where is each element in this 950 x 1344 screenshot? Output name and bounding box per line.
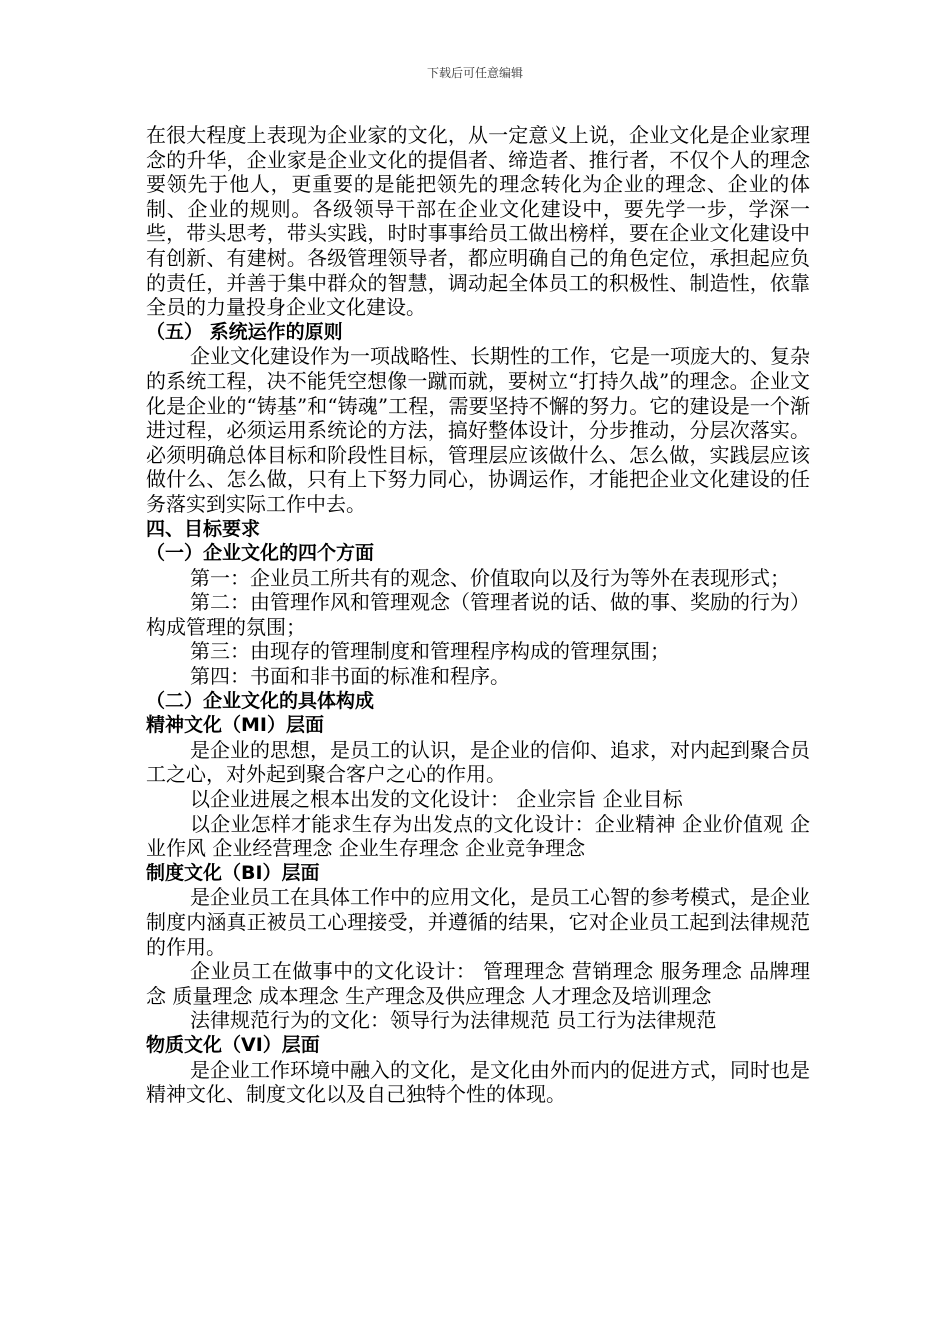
document-body <box>146 123 810 1107</box>
heading-goals: 四、目标要求 <box>146 517 261 540</box>
aspect-item-2: 第二：由管理作风和管理观念（管理者说的话、做的事、奖励的行为）构成管理的氛围； <box>146 590 810 639</box>
heading-system-principle: （五） 系统运作的原则 <box>146 320 343 343</box>
heading-vi-layer: 物质文化（VI）层面 <box>146 1033 320 1056</box>
paragraph-system-principle: 企业文化建设作为一项战略性、长期性的工作，它是一项庞大的、复杂的系统工程，决不能凭空想像一蹴而就，要树立“打持久战”的理念。企业文化是企业的“铸基”和“铸魂”工程，需要坚持不懈的努力。它的建设是一个渐进过程，必须运用系统论的方法，搞好整体设计，分步推动，分层次落实。必须明确总体目标和阶段性目标，管理层应该做什么、怎么做，实践层应该做什么、怎么做，只有上下努力同心，协调运作，才能把企业文化建设的任务落实到实际工作中去。 <box>146 344 810 516</box>
aspect-item-1: 第一：企业员工所共有的观念、价值取向以及行为等外在表现形式； <box>190 565 790 590</box>
heading-four-aspects: （一）企业文化的四个方面 <box>146 542 375 565</box>
aspect-item-4: 第四：书面和非书面的标准和程序。 <box>190 664 510 689</box>
paragraph-bi-design-1: 企业员工在做事中的文化设计： 管理理念 营销理念 服务理念 品牌理念 质量理念 成本理念 生产理念及供应理念 人才理念及培训理念 <box>146 959 810 1008</box>
paragraph-mi-design-1: 以企业进展之根本出发的文化设计： 企业宗旨 企业目标 <box>190 787 683 812</box>
heading-bi-layer: 制度文化（BI）层面 <box>146 861 320 884</box>
paragraph-vi-desc: 是企业工作环境中融入的文化，是文化由外而内的促进方式，同时也是精神文化、制度文化以及自己独特个性的体现。 <box>146 1057 810 1107</box>
heading-mi-layer: 精神文化（MI）层面 <box>146 714 324 737</box>
paragraph-mi-design-2: 以企业怎样才能求生存为出发点的文化设计：企业精神 企业价值观 企业作风 企业经营理念 企业生存理念 企业竞争理念 <box>146 811 810 861</box>
heading-composition: （二）企业文化的具体构成 <box>146 689 375 712</box>
paragraph-mi-desc: 是企业的思想，是员工的认识，是企业的信仰、追求，对内起到聚合员工之心，对外起到聚合客户之心的作用。 <box>146 737 810 787</box>
paragraph-bi-desc: 是企业员工在具体工作中的应用文化，是员工心智的参考模式，是企业制度内涵真正被员工心理接受，并遵循的结果，它对企业员工起到法律规范的作用。 <box>146 885 810 959</box>
aspect-item-3: 第三：由现存的管理制度和管理程序构成的管理氛围； <box>190 639 670 664</box>
page-header: 下载后可任意编辑 <box>426 66 523 80</box>
paragraph-leadership: 在很大程度上表现为企业家的文化，从一定意义上说，企业文化是企业家理念的升华，企业家是企业文化的提倡者、缔造者、推行者，不仅个人的理念要领先于他人，更重要的是能把领先的理念转化为企业的理念、企业的体制、企业的规则。各级领导干部在企业文化建设中，要先学一步，学深一些，带头思考，带头实践，时时事事给员工做出榜样，要在企业文化建设中有创新、有建树。各级管理领导者，都应明确自己的角色定位，承担起应负的责任，并善于集中群众的智慧，调动起全体员工的积极性、制造性，依靠全员的力量投身企业文化建设。 <box>146 123 810 320</box>
paragraph-bi-design-2: 法律规范行为的文化：领导行为法律规范 员工行为法律规范 <box>190 1008 717 1033</box>
